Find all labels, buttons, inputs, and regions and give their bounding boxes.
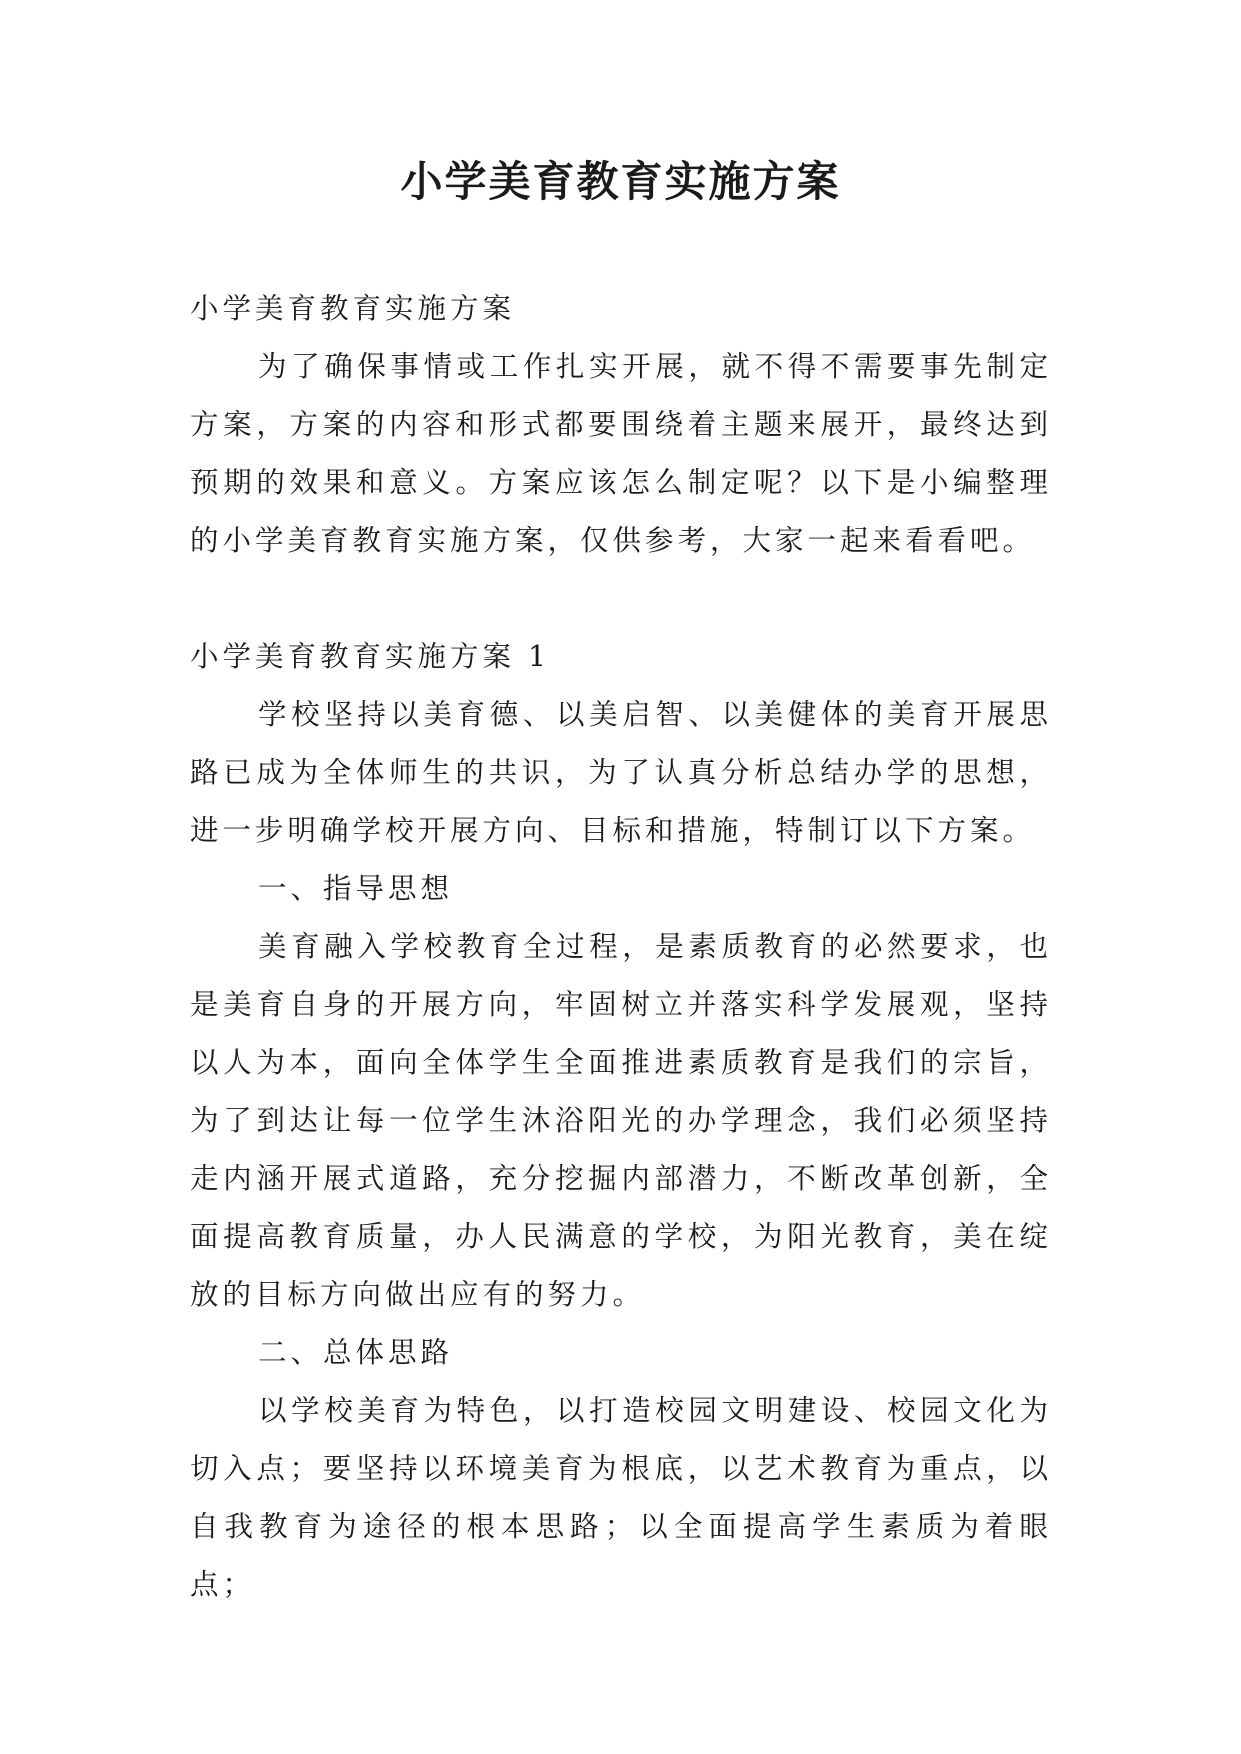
overall-approach-paragraph: 以学校美育为特色，以打造校园文明建设、校园文化为切入点；要坚持以环境美育为根底，以艺术教育为重点，以自我教育为途径的根本思路；以全面提高学生素质为着眼点；	[190, 1394, 1052, 1601]
heading-guiding-ideology: 一、指导思想	[258, 872, 454, 905]
section-1-title: 小学美育教育实施方案 1	[190, 640, 551, 673]
guiding-ideology-paragraph: 美育融入学校教育全过程，是素质教育的必然要求，也是美育自身的开展方向，牢固树立并落实科学发展观，坚持以人为本，面向全体学生全面推进素质教育是我们的宗旨，为了到达让每一位学生沐浴阳光的办学理念，我们必须坚持走内涵开展式道路，充分挖掘内部潜力，不断改革创新，全面提高教育质量，办人民满意的学校，为阳光教育，美在绽放的目标方向做出应有的努力。	[190, 930, 1052, 1311]
intro-paragraph: 为了确保事情或工作扎实开展，就不得不需要事先制定方案，方案的内容和形式都要围绕着主题来展开，最终达到预期的效果和意义。方案应该怎么制定呢？以下是小编整理的小学美育教育实施方案，仅供参考，大家一起来看看吧。	[190, 350, 1052, 557]
section-1-paragraph: 学校坚持以美育德、以美启智、以美健体的美育开展思路已成为全体师生的共识，为了认真分析总结办学的思想，进一步明确学校开展方向、目标和措施，特制订以下方案。	[190, 698, 1052, 847]
paragraph-spacer	[190, 570, 1052, 628]
document-title: 小学美育教育实施方案	[400, 157, 841, 206]
document-subtitle: 小学美育教育实施方案	[190, 292, 516, 325]
heading-overall-approach: 二、总体思路	[258, 1336, 454, 1369]
document-body	[190, 280, 1052, 1614]
